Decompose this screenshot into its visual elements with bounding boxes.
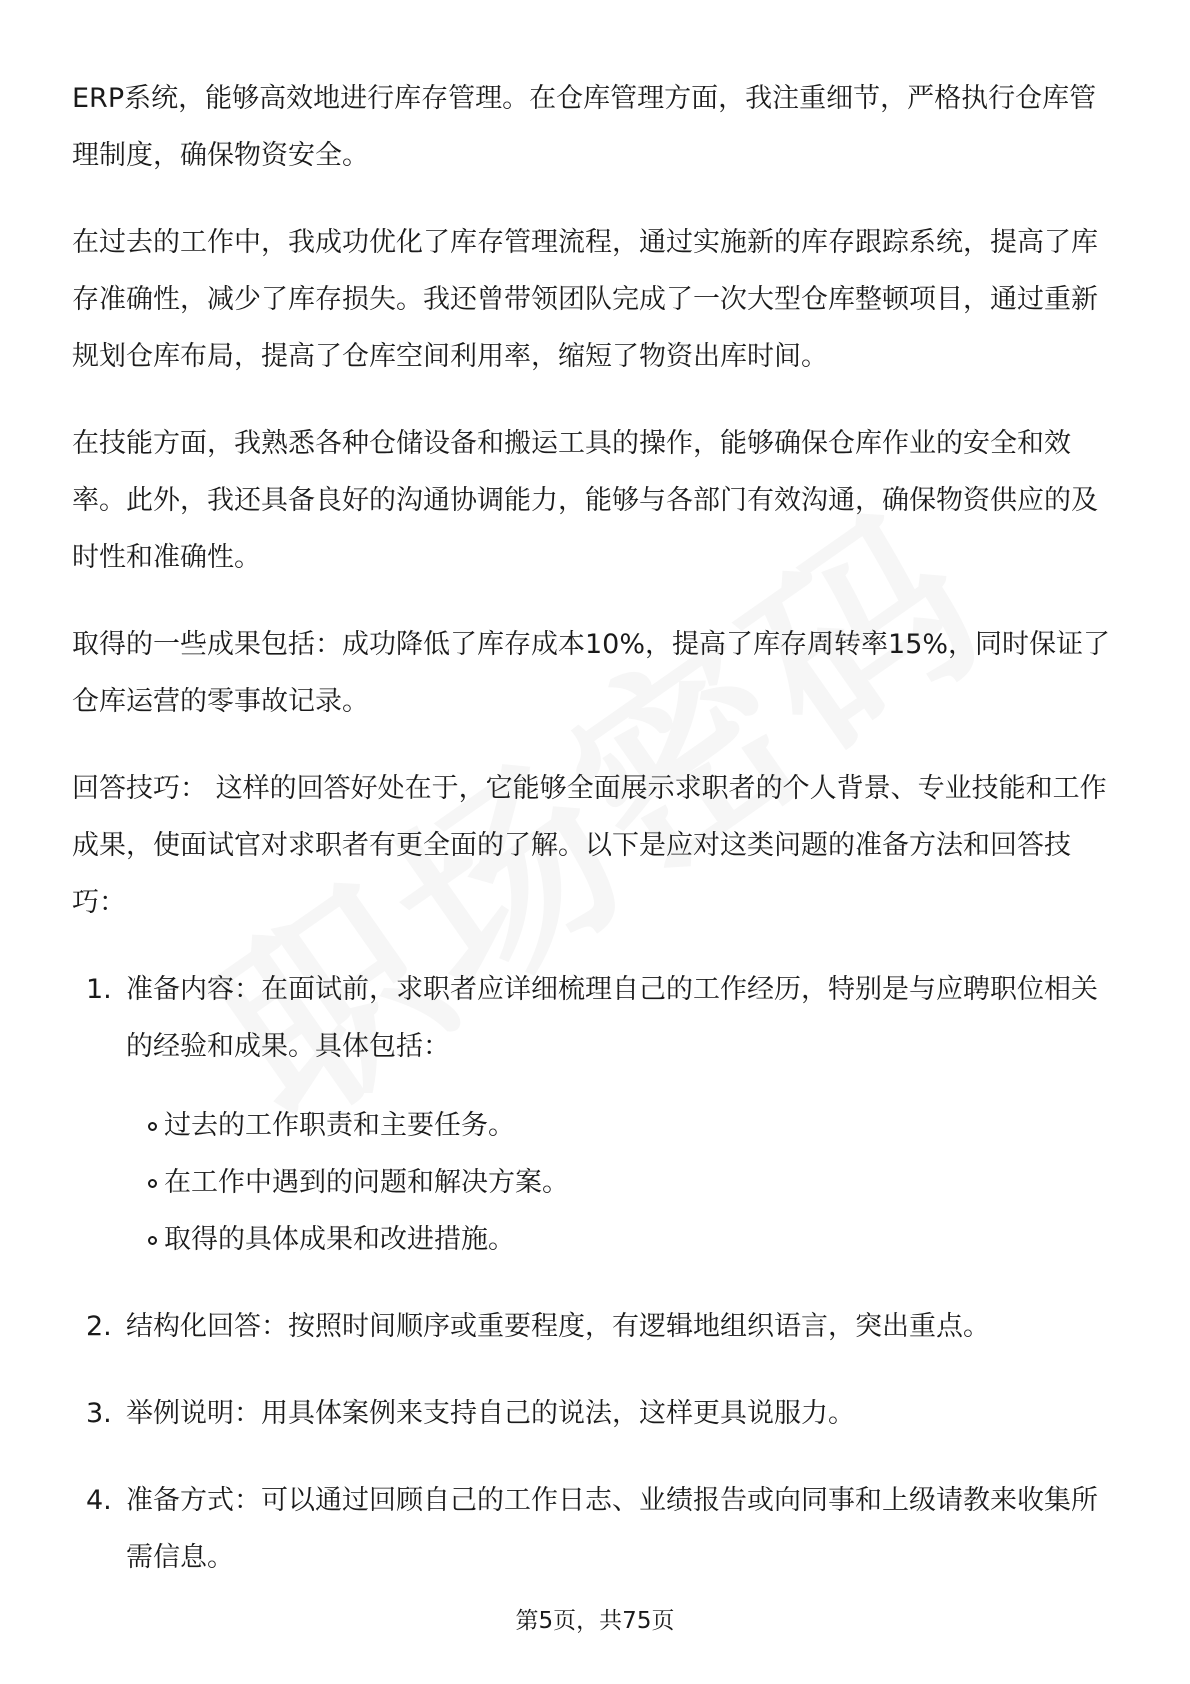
paragraph: 在过去的工作中，我成功优化了库存管理流程，通过实施新的库存跟踪系统，提高了库存准确性，减少了库存损失。我还曾带领团队完成了一次大型仓库整顿项目，通过重新规划仓库布局，提高了仓库空间利用率，缩短了物资出库时间。	[72, 227, 1098, 372]
list-item	[72, 1298, 1122, 1355]
list-item-text: 举例说明：用具体案例来支持自己的说法，这样更具说服力。	[126, 1398, 855, 1429]
paragraph: 回答技巧： 这样的回答好处在于，它能够全面展示求职者的个人背景、专业技能和工作成果，使面试官对求职者有更全面的了解。以下是应对这类问题的准备方法和回答技巧：	[72, 773, 1107, 918]
list-number: 2.	[86, 1311, 112, 1342]
sub-list-item	[126, 1097, 1122, 1154]
sub-list-item-text: 在工作中遇到的问题和解决方案。	[164, 1167, 569, 1198]
sub-list-item-text: 过去的工作职责和主要任务。	[164, 1110, 515, 1141]
list-number: 4.	[86, 1485, 112, 1516]
tips-list	[72, 961, 1122, 1586]
list-item-text: 结构化回答：按照时间顺序或重要程度，有逻辑地组织语言，突出重点。	[126, 1311, 990, 1342]
sub-list	[126, 1097, 1122, 1268]
list-item	[72, 961, 1122, 1268]
circle-bullet-icon	[148, 1122, 157, 1131]
sub-list-item	[126, 1211, 1122, 1268]
paragraph: 在技能方面，我熟悉各种仓储设备和搬运工具的操作，能够确保仓库作业的安全和效率。此外，我还具备良好的沟通协调能力，能够与各部门有效沟通，确保物资供应的及时性和准确性。	[72, 428, 1098, 573]
paragraph: ERP系统，能够高效地进行库存管理。在仓库管理方面，我注重细节，严格执行仓库管理制度，确保物资安全。	[72, 83, 1097, 171]
page-number: 第5页，共75页	[515, 1608, 675, 1634]
list-number: 1.	[86, 974, 112, 1005]
sub-list-item	[126, 1154, 1122, 1211]
list-number: 3.	[86, 1398, 112, 1429]
circle-bullet-icon	[148, 1236, 157, 1245]
document-body	[72, 70, 1122, 1616]
list-item-text: 准备方式：可以通过回顾自己的工作日志、业绩报告或向同事和上级请教来收集所需信息。	[126, 1485, 1098, 1573]
list-item-text: 准备内容：在面试前，求职者应详细梳理自己的工作经历，特别是与应聘职位相关的经验和成果。具体包括：	[126, 974, 1098, 1062]
sub-list-item-text: 取得的具体成果和改进措施。	[164, 1224, 515, 1255]
list-item	[72, 1385, 1122, 1442]
circle-bullet-icon	[148, 1179, 157, 1188]
paragraph: 取得的一些成果包括：成功降低了库存成本10%，提高了库存周转率15%，同时保证了仓库运营的零事故记录。	[72, 629, 1111, 717]
list-item	[72, 1472, 1122, 1586]
